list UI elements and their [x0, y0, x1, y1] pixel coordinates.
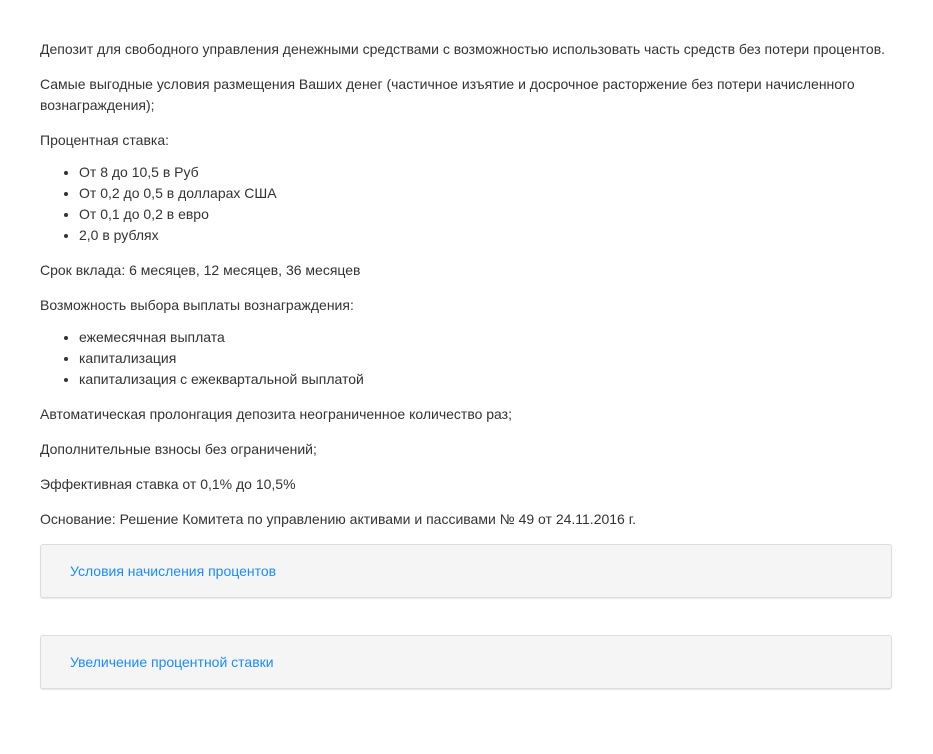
basis-text: Основание: Решение Комитета по управлению активами и пассивами № 49 от 24.11.2016 г.	[40, 511, 637, 527]
list-item: • От 0,1 до 0,2 в евро	[79, 204, 892, 225]
list-item: • От 8 до 10,5 в Руб	[79, 162, 892, 183]
deposits-text: Дополнительные взносы без ограничений;	[40, 441, 317, 457]
rates-list	[40, 162, 892, 246]
prolongation-text: Автоматическая пролонгация депозита неограниченное количество раз;	[40, 406, 512, 422]
intro-text: Депозит для свободного управления денежными средствами с возможностью использовать часть средств без потери процентов.	[40, 41, 886, 57]
interest-conditions-panel[interactable]	[40, 544, 892, 598]
conditions-text: Самые выгодные условия размещения Ваших денег (частичное изъятие и досрочное расторжение без потери начисленного вознаграждения);	[40, 76, 855, 113]
list-item: • ежемесячная выплата	[79, 327, 892, 348]
list-item: • 2,0 в рублях	[79, 225, 892, 246]
interest-conditions-link[interactable]: Условия начисления процентов	[70, 563, 277, 579]
term-text: Срок вклада: 6 месяцев, 12 месяцев, 36 месяцев	[40, 262, 361, 278]
effective-rate-text: Эффективная ставка от 0,1% до 10,5%	[40, 476, 296, 492]
list-item: • капитализация	[79, 348, 892, 369]
payout-label: Возможность выбора выплаты вознаграждения:	[40, 297, 354, 313]
list-item: • От 0,2 до 0,5 в долларах США	[79, 183, 892, 204]
list-item: • капитализация с ежеквартальной выплатой	[79, 369, 892, 390]
payouts-list	[40, 327, 892, 390]
rate-label: Процентная ставка:	[40, 132, 170, 148]
deposit-description	[40, 39, 892, 689]
rate-increase-panel[interactable]	[40, 635, 892, 689]
rate-increase-link[interactable]: Увеличение процентной ставки	[70, 654, 274, 670]
